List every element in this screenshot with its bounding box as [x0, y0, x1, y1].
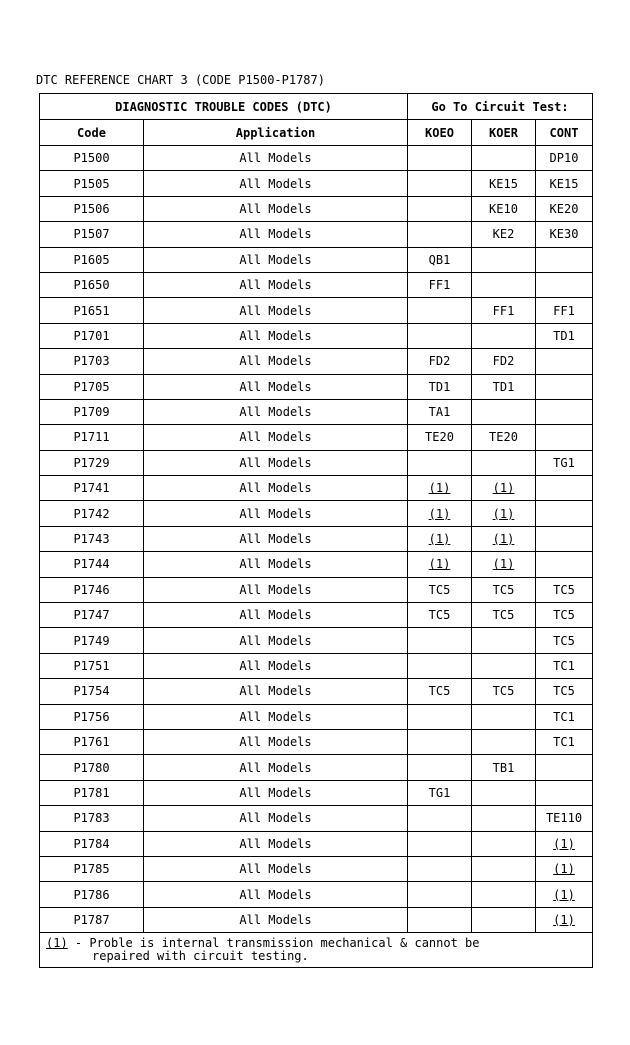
- koeo-cell: TC5: [408, 603, 472, 628]
- koer-cell: KE15: [472, 171, 536, 196]
- koer-cell: TC5: [472, 679, 536, 704]
- koer-cell: [472, 272, 536, 297]
- table-row: [40, 501, 593, 526]
- table-row: [40, 323, 593, 348]
- cont-cell: TC1: [536, 653, 593, 678]
- table-row: [40, 272, 593, 297]
- table-row: [40, 806, 593, 831]
- table-row: [40, 399, 593, 424]
- application-cell: All Models: [144, 171, 408, 196]
- koeo-cell: TA1: [408, 399, 472, 424]
- koer-cell: [472, 831, 536, 856]
- table-row: [40, 552, 593, 577]
- koer-cell: TC5: [472, 603, 536, 628]
- code-cell: P1507: [40, 222, 144, 247]
- table-row: [40, 425, 593, 450]
- table-row: [40, 222, 593, 247]
- dtc-table-body: [40, 146, 593, 933]
- koeo-cell: [408, 171, 472, 196]
- cont-cell: TC5: [536, 577, 593, 602]
- table-row: [40, 247, 593, 272]
- koeo-cell: (1): [408, 526, 472, 551]
- application-cell: All Models: [144, 298, 408, 323]
- table-row: [40, 628, 593, 653]
- cont-cell: (1): [536, 882, 593, 907]
- code-cell: P1705: [40, 374, 144, 399]
- cont-cell: DP10: [536, 146, 593, 171]
- code-cell: P1729: [40, 450, 144, 475]
- koeo-cell: (1): [408, 501, 472, 526]
- koer-cell: [472, 907, 536, 932]
- cont-cell: [536, 349, 593, 374]
- koer-cell: [472, 628, 536, 653]
- application-cell: All Models: [144, 323, 408, 348]
- table-row: [40, 577, 593, 602]
- table-row: [40, 603, 593, 628]
- koer-column-header: KOER: [472, 120, 536, 146]
- cont-cell: [536, 552, 593, 577]
- application-cell: All Models: [144, 628, 408, 653]
- table-row: [40, 856, 593, 881]
- code-cell: P1751: [40, 653, 144, 678]
- code-cell: P1506: [40, 196, 144, 221]
- table-row: [40, 882, 593, 907]
- application-cell: All Models: [144, 272, 408, 297]
- table-row: [40, 526, 593, 551]
- application-cell: All Models: [144, 349, 408, 374]
- cont-cell: (1): [536, 831, 593, 856]
- koeo-cell: [408, 856, 472, 881]
- koer-cell: KE2: [472, 222, 536, 247]
- code-cell: P1783: [40, 806, 144, 831]
- application-cell: All Models: [144, 526, 408, 551]
- cont-cell: [536, 526, 593, 551]
- cont-cell: TC5: [536, 603, 593, 628]
- koeo-cell: [408, 882, 472, 907]
- koeo-cell: [408, 146, 472, 171]
- application-cell: All Models: [144, 907, 408, 932]
- code-cell: P1786: [40, 882, 144, 907]
- application-cell: All Models: [144, 450, 408, 475]
- application-cell: All Models: [144, 856, 408, 881]
- cont-cell: [536, 399, 593, 424]
- code-cell: P1754: [40, 679, 144, 704]
- table-row: [40, 349, 593, 374]
- koer-cell: [472, 704, 536, 729]
- code-cell: P1742: [40, 501, 144, 526]
- cont-cell: TC5: [536, 628, 593, 653]
- code-cell: P1741: [40, 476, 144, 501]
- code-cell: P1761: [40, 729, 144, 754]
- koeo-cell: [408, 907, 472, 932]
- application-cell: All Models: [144, 222, 408, 247]
- koer-cell: [472, 323, 536, 348]
- table-row: [40, 831, 593, 856]
- koer-cell: TE20: [472, 425, 536, 450]
- code-cell: P1650: [40, 272, 144, 297]
- dtc-group-header: DIAGNOSTIC TROUBLE CODES (DTC): [40, 94, 408, 120]
- koer-cell: (1): [472, 476, 536, 501]
- code-cell: P1780: [40, 755, 144, 780]
- koeo-cell: (1): [408, 476, 472, 501]
- koer-cell: TB1: [472, 755, 536, 780]
- table-row: [40, 298, 593, 323]
- koeo-cell: [408, 704, 472, 729]
- koer-cell: [472, 856, 536, 881]
- application-cell: All Models: [144, 374, 408, 399]
- cont-cell: [536, 374, 593, 399]
- cont-cell: TE110: [536, 806, 593, 831]
- cont-cell: TC5: [536, 679, 593, 704]
- cont-cell: [536, 425, 593, 450]
- code-column-header: Code: [40, 120, 144, 146]
- cont-cell: [536, 247, 593, 272]
- koeo-cell: TC5: [408, 679, 472, 704]
- table-row: [40, 374, 593, 399]
- koer-cell: FD2: [472, 349, 536, 374]
- koer-cell: [472, 653, 536, 678]
- code-cell: P1785: [40, 856, 144, 881]
- table-row: [40, 679, 593, 704]
- code-cell: P1747: [40, 603, 144, 628]
- cont-cell: TD1: [536, 323, 593, 348]
- application-cell: All Models: [144, 196, 408, 221]
- cont-cell: [536, 755, 593, 780]
- koer-cell: TD1: [472, 374, 536, 399]
- circuit-test-group-header: Go To Circuit Test:: [408, 94, 593, 120]
- table-row: [40, 704, 593, 729]
- dtc-reference-table: [39, 93, 593, 968]
- footnote: [40, 933, 593, 968]
- code-cell: P1781: [40, 780, 144, 805]
- cont-cell: [536, 476, 593, 501]
- koeo-cell: FF1: [408, 272, 472, 297]
- application-cell: All Models: [144, 729, 408, 754]
- table-row: [40, 755, 593, 780]
- code-cell: P1701: [40, 323, 144, 348]
- koer-cell: [472, 882, 536, 907]
- koer-cell: [472, 806, 536, 831]
- koer-cell: TC5: [472, 577, 536, 602]
- code-cell: P1505: [40, 171, 144, 196]
- table-row: [40, 653, 593, 678]
- cont-cell: TC1: [536, 704, 593, 729]
- koeo-cell: [408, 806, 472, 831]
- application-cell: All Models: [144, 882, 408, 907]
- koer-cell: [472, 247, 536, 272]
- application-cell: All Models: [144, 603, 408, 628]
- table-row: [40, 476, 593, 501]
- code-cell: P1746: [40, 577, 144, 602]
- code-cell: P1651: [40, 298, 144, 323]
- koeo-cell: [408, 628, 472, 653]
- code-cell: P1784: [40, 831, 144, 856]
- koer-cell: (1): [472, 501, 536, 526]
- chart-title: DTC REFERENCE CHART 3 (CODE P1500-P1787): [36, 73, 325, 87]
- application-cell: All Models: [144, 780, 408, 805]
- cont-column-header: CONT: [536, 120, 593, 146]
- footnote-line2: repaired with circuit testing.: [92, 949, 309, 964]
- cont-cell: KE20: [536, 196, 593, 221]
- table-row: [40, 729, 593, 754]
- code-cell: P1756: [40, 704, 144, 729]
- application-cell: All Models: [144, 399, 408, 424]
- koeo-cell: [408, 831, 472, 856]
- cont-cell: (1): [536, 856, 593, 881]
- code-cell: P1787: [40, 907, 144, 932]
- application-cell: All Models: [144, 653, 408, 678]
- koer-cell: KE10: [472, 196, 536, 221]
- code-cell: P1703: [40, 349, 144, 374]
- application-cell: All Models: [144, 806, 408, 831]
- koeo-cell: TD1: [408, 374, 472, 399]
- koer-cell: [472, 146, 536, 171]
- cont-cell: [536, 501, 593, 526]
- footnote-marker: (1): [46, 936, 68, 951]
- table-row: [40, 780, 593, 805]
- code-cell: P1711: [40, 425, 144, 450]
- footnote-line1: - Proble is internal transmission mechanical & cannot be: [67, 936, 480, 951]
- koeo-cell: [408, 196, 472, 221]
- koer-cell: [472, 729, 536, 754]
- koeo-cell: QB1: [408, 247, 472, 272]
- koeo-cell: [408, 450, 472, 475]
- code-cell: P1744: [40, 552, 144, 577]
- application-cell: All Models: [144, 577, 408, 602]
- koer-cell: [472, 780, 536, 805]
- koeo-column-header: KOEO: [408, 120, 472, 146]
- cont-cell: FF1: [536, 298, 593, 323]
- application-cell: All Models: [144, 552, 408, 577]
- table-row: [40, 450, 593, 475]
- koeo-cell: [408, 729, 472, 754]
- table-row: [40, 171, 593, 196]
- cont-cell: KE15: [536, 171, 593, 196]
- application-cell: All Models: [144, 425, 408, 450]
- application-cell: All Models: [144, 501, 408, 526]
- application-cell: All Models: [144, 704, 408, 729]
- koeo-cell: [408, 323, 472, 348]
- application-cell: All Models: [144, 247, 408, 272]
- koeo-cell: [408, 298, 472, 323]
- code-cell: P1749: [40, 628, 144, 653]
- koer-cell: FF1: [472, 298, 536, 323]
- cont-cell: KE30: [536, 222, 593, 247]
- cont-cell: TC1: [536, 729, 593, 754]
- application-column-header: Application: [144, 120, 408, 146]
- koeo-cell: TG1: [408, 780, 472, 805]
- table-row: [40, 196, 593, 221]
- koeo-cell: [408, 222, 472, 247]
- application-cell: All Models: [144, 476, 408, 501]
- application-cell: All Models: [144, 831, 408, 856]
- cont-cell: [536, 780, 593, 805]
- application-cell: All Models: [144, 679, 408, 704]
- application-cell: All Models: [144, 755, 408, 780]
- koeo-cell: FD2: [408, 349, 472, 374]
- koer-cell: [472, 399, 536, 424]
- koeo-cell: [408, 653, 472, 678]
- koer-cell: (1): [472, 526, 536, 551]
- code-cell: P1743: [40, 526, 144, 551]
- koeo-cell: TE20: [408, 425, 472, 450]
- code-cell: P1500: [40, 146, 144, 171]
- table-row: [40, 146, 593, 171]
- koer-cell: [472, 450, 536, 475]
- koeo-cell: (1): [408, 552, 472, 577]
- code-cell: P1605: [40, 247, 144, 272]
- cont-cell: (1): [536, 907, 593, 932]
- koeo-cell: [408, 755, 472, 780]
- cont-cell: TG1: [536, 450, 593, 475]
- koeo-cell: TC5: [408, 577, 472, 602]
- koer-cell: (1): [472, 552, 536, 577]
- code-cell: P1709: [40, 399, 144, 424]
- application-cell: All Models: [144, 146, 408, 171]
- table-row: [40, 907, 593, 932]
- cont-cell: [536, 272, 593, 297]
